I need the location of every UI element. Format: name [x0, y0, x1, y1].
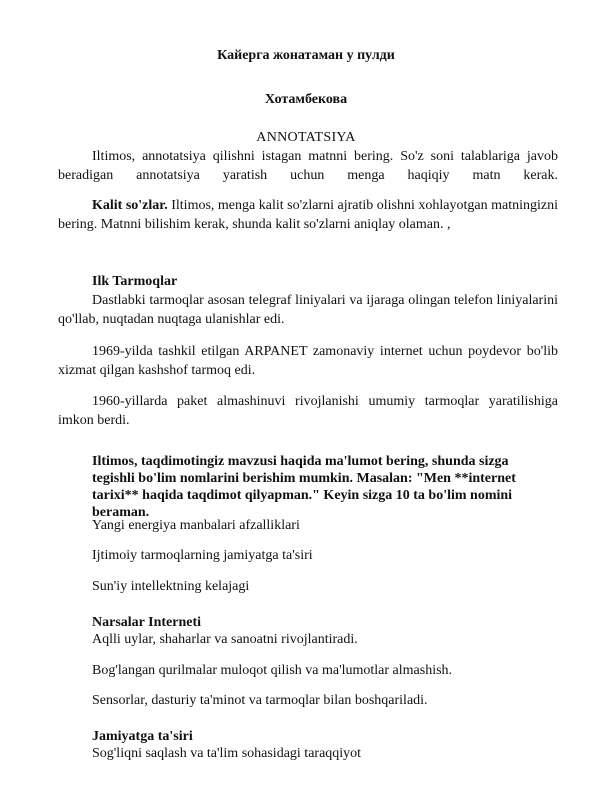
- list-item: Sun'iy intellektning kelajagi: [92, 579, 250, 594]
- document-author: Хотамбекова: [264, 92, 348, 107]
- section1-paragraph-3: 1960-yillarda paket almashinuvi rivojlanishi umumiy tarmoqlar yaratilishiga imkon berdi.: [58, 394, 558, 428]
- keywords-text: Iltimos, menga kalit so'zlarni ajratib olishni xohlayotgan matningizni bering. Matnni bilishim kerak, shunda kalit so'zlarni aniqlay olaman. ,: [58, 198, 558, 232]
- annotation-line-2: beradigan annotatsiya yaratish uchun menga haqiqiy matn kerak.: [58, 168, 558, 183]
- prompt-paragraph: Iltimos, taqdimotingiz mavzusi haqida ma'lumot bering, shunda sizga tegishli bo'lim nomlarini berishim mumkin. Masalan: "Men **internet tarixi** haqida taqdimot qilyapman." Keyin sizga 10 ta bo'lim nomini beraman.: [92, 454, 516, 520]
- list-item: Yangi energiya manbalari afzalliklari: [92, 518, 300, 533]
- section-heading-ilk-tarmoqlar: Ilk Tarmoqlar: [92, 274, 178, 289]
- annotation-heading: ANNOTATSIYA: [256, 130, 356, 145]
- list-item: Sog'liqni saqlash va ta'lim sohasidagi taraqqiyot: [92, 746, 362, 761]
- section1-paragraph-1: Dastlabki tarmoqlar asosan telegraf liniyalari va ijaraga olingan telefon liniyalarini qo'llab, nuqtadan nuqtaga ulanishlar edi.: [58, 293, 558, 327]
- list-item: Sensorlar, dasturiy ta'minot va tarmoqlar bilan boshqariladi.: [92, 693, 428, 708]
- keywords-paragraph: [58, 196, 558, 234]
- list-item: Ijtimoiy tarmoqlarning jamiyatga ta'siri: [92, 548, 313, 563]
- annotation-line-1: Iltimos, annotatsiya qilishni istagan matnni bering. So'z soni talablariga javob: [92, 149, 558, 164]
- document-title: Кайерга жонатаман у пулди: [217, 48, 395, 63]
- list-item: Bog'langan qurilmalar muloqot qilish va ma'lumotlar almashish.: [92, 663, 453, 678]
- section-heading-jamiyatga-tasiri: Jamiyatga ta'siri: [92, 729, 193, 744]
- section-heading-narsalar-interneti: Narsalar Interneti: [92, 615, 201, 630]
- keywords-label: Kalit so'zlar.: [92, 198, 168, 213]
- list-item: Aqlli uylar, shaharlar va sanoatni rivojlantiradi.: [92, 632, 358, 647]
- section1-paragraph-2: 1969-yilda tashkil etilgan ARPANET zamonaviy internet uchun poydevor bo'lib xizmat qilgan kashshof tarmoq edi.: [58, 344, 558, 378]
